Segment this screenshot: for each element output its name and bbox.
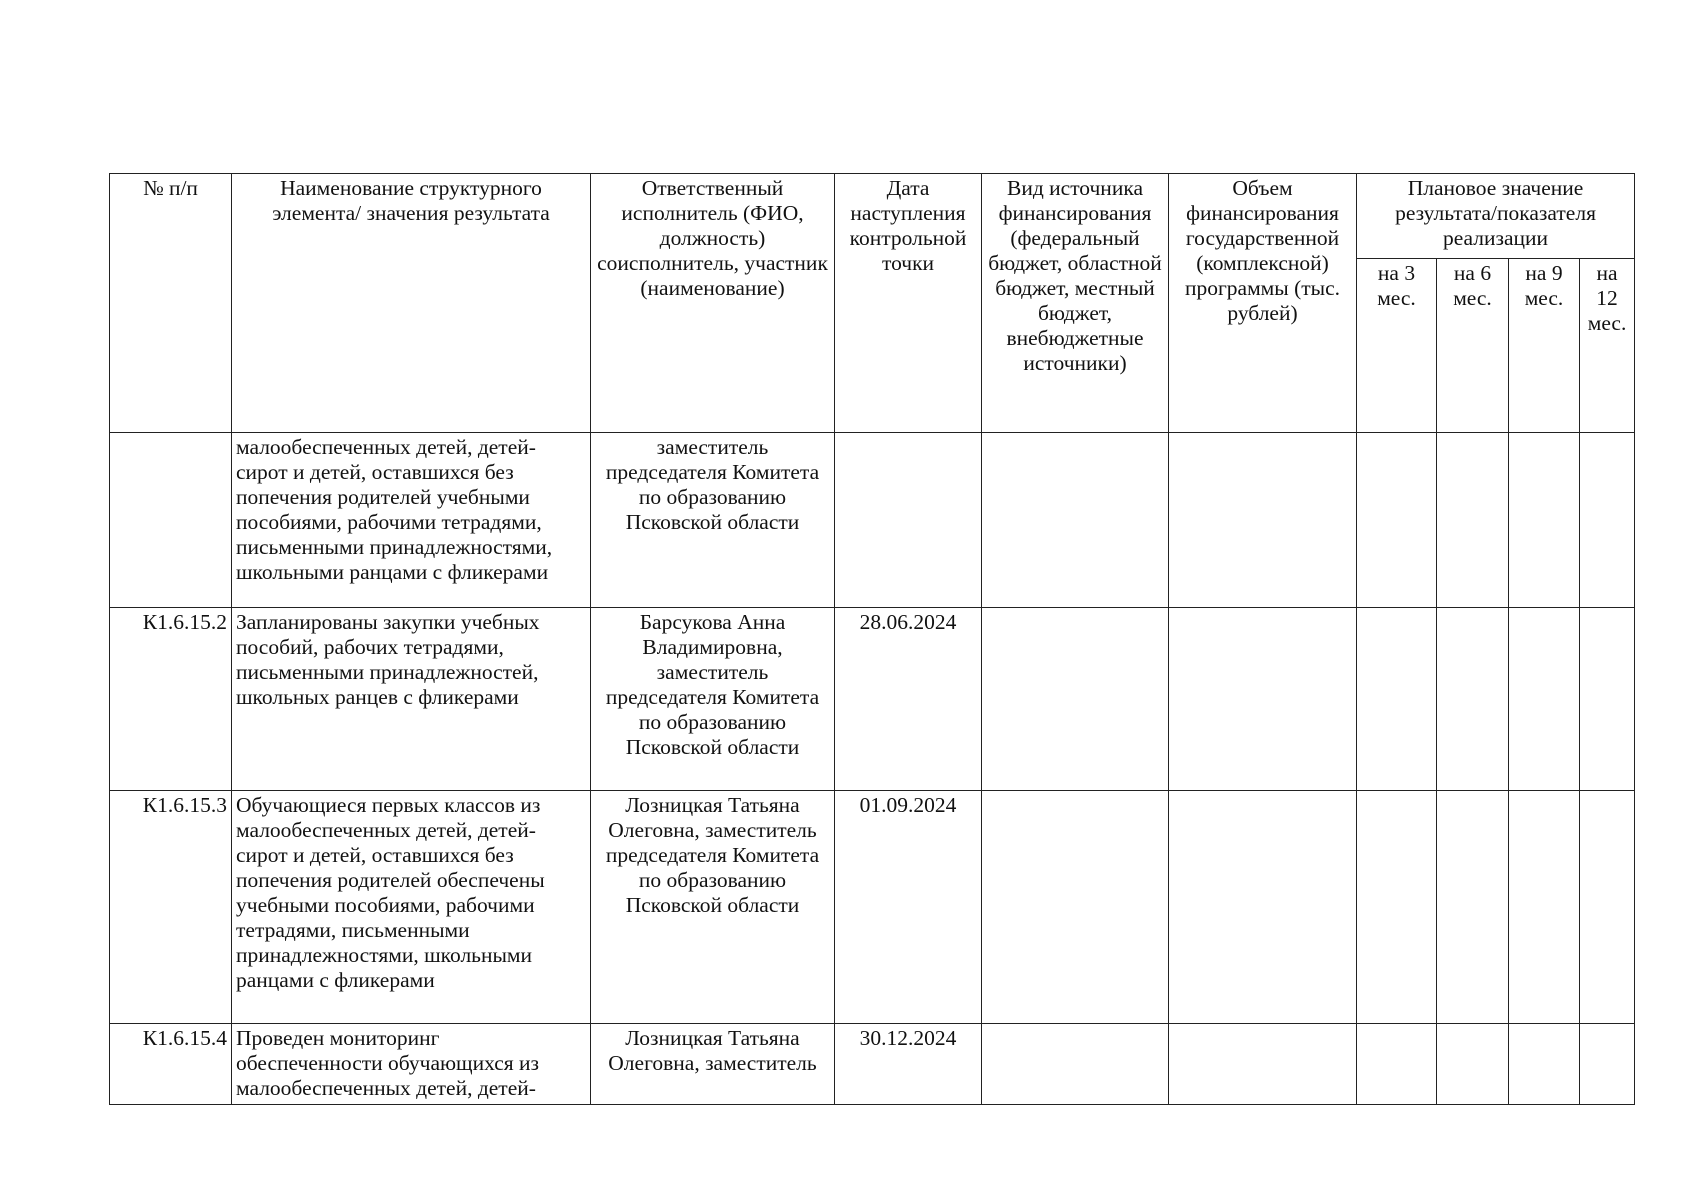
header-responsible: Ответственный исполнитель (ФИО, должность) соисполнитель, участник (наименование) xyxy=(591,174,835,433)
header-volume: Объем финансирования государственной (комплексной) программы (тыс. рублей) xyxy=(1169,174,1357,433)
row-m9 xyxy=(1509,1024,1580,1105)
row-m9 xyxy=(1509,608,1580,791)
row-m3 xyxy=(1357,608,1437,791)
row-volume xyxy=(1169,433,1357,608)
row-date xyxy=(835,433,982,608)
row-date: 28.06.2024 xyxy=(835,608,982,791)
row-num: К1.6.15.2 xyxy=(110,608,232,791)
header-date: Дата наступления контрольной точки xyxy=(835,174,982,433)
header-m6: на 6 мес. xyxy=(1437,258,1509,432)
row-volume xyxy=(1169,608,1357,791)
header-num: № п/п xyxy=(110,174,232,433)
header-m12: на 12 мес. xyxy=(1580,258,1635,432)
row-num: К1.6.15.4 xyxy=(110,1024,232,1105)
row-responsible: Лозницкая Татьяна Олеговна, заместитель председателя Комитета по образованию Псковской области xyxy=(591,791,835,1024)
row-date: 30.12.2024 xyxy=(835,1024,982,1105)
row-num: К1.6.15.3 xyxy=(110,791,232,1024)
table-row xyxy=(110,1024,1635,1105)
row-responsible: Лозницкая Татьяна Олеговна, заместитель xyxy=(591,1024,835,1105)
row-source xyxy=(982,608,1169,791)
row-m6 xyxy=(1437,1024,1509,1105)
row-source xyxy=(982,1024,1169,1105)
table-row xyxy=(110,608,1635,791)
row-m3 xyxy=(1357,1024,1437,1105)
row-name: Проведен мониторинг обеспеченности обучающихся из малообеспеченных детей, детей- xyxy=(232,1024,591,1105)
header-planned: Плановое значение результата/показателя реализации xyxy=(1357,174,1635,259)
row-m12 xyxy=(1580,608,1635,791)
row-volume xyxy=(1169,791,1357,1024)
table-header xyxy=(110,174,1635,433)
row-name: малообеспеченных детей, детей-сирот и детей, оставшихся без попечения родителей учебными пособиями, рабочими тетрадями, письменными принадлежностями, школьными ранцами с фликерами xyxy=(232,433,591,608)
control-points-table xyxy=(109,173,1635,1105)
row-m6 xyxy=(1437,791,1509,1024)
row-m3 xyxy=(1357,791,1437,1024)
row-responsible: Барсукова Анна Владимировна, заместитель председателя Комитета по образованию Псковской области xyxy=(591,608,835,791)
row-m9 xyxy=(1509,791,1580,1024)
header-m3: на 3 мес. xyxy=(1357,258,1437,432)
row-m12 xyxy=(1580,433,1635,608)
row-responsible: заместитель председателя Комитета по образованию Псковской области xyxy=(591,433,835,608)
row-m9 xyxy=(1509,433,1580,608)
row-m3 xyxy=(1357,433,1437,608)
row-date: 01.09.2024 xyxy=(835,791,982,1024)
table-row xyxy=(110,433,1635,608)
header-name: Наименование структурного элемента/ значения результата xyxy=(232,174,591,433)
header-m9: на 9 мес. xyxy=(1509,258,1580,432)
row-name: Запланированы закупки учебных пособий, рабочих тетрадями, письменными принадлежностей, школьных ранцев с фликерами xyxy=(232,608,591,791)
row-num xyxy=(110,433,232,608)
row-source xyxy=(982,791,1169,1024)
row-volume xyxy=(1169,1024,1357,1105)
row-name: Обучающиеся первых классов из малообеспеченных детей, детей-сирот и детей, оставшихся без попечения родителей обеспечены учебными пособиями, рабочими тетрадями, письменными принадлежностями, школьными ранцами с фликерами xyxy=(232,791,591,1024)
row-m6 xyxy=(1437,608,1509,791)
table-row xyxy=(110,791,1635,1024)
row-m12 xyxy=(1580,1024,1635,1105)
header-source: Вид источника финансирования (федеральный бюджет, областной бюджет, местный бюджет, внебюджетные источники) xyxy=(982,174,1169,433)
row-m12 xyxy=(1580,791,1635,1024)
row-m6 xyxy=(1437,433,1509,608)
row-source xyxy=(982,433,1169,608)
